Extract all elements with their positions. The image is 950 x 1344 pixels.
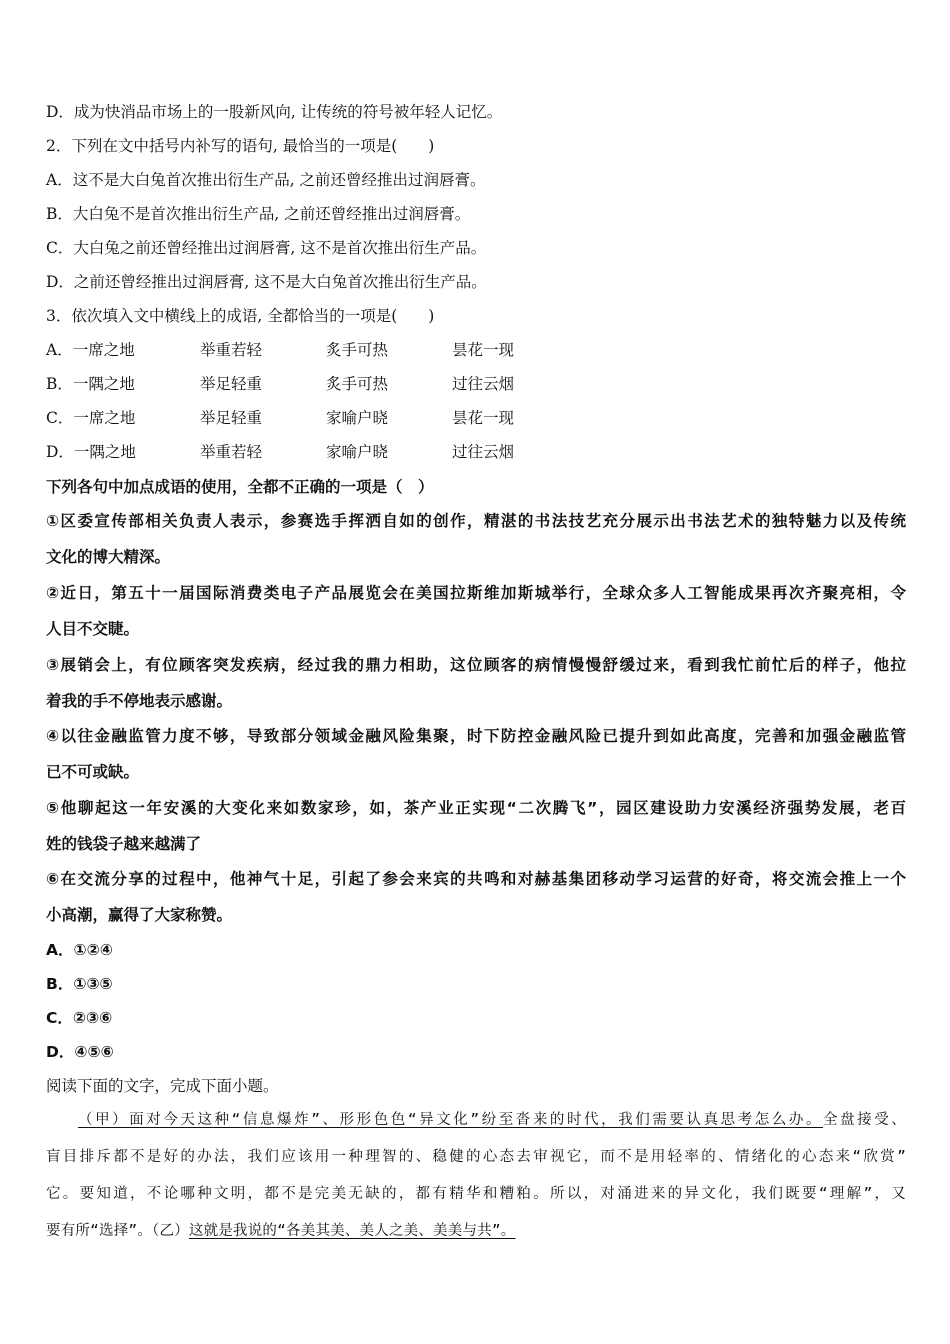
passage-line-4	[46, 1221, 515, 1241]
reading-intro: 阅读下面的文字，完成下面小题。	[46, 1077, 279, 1095]
q4-sentence-3-line-1: ③展销会上，有位顾客突发疾病，经过我的鼎力相助，这位顾客的病情慢慢舒缓过来，看到我忙前忙后的样子，他拉	[46, 656, 906, 674]
passage-line-1	[78, 1110, 906, 1130]
q3-option-row-c	[46, 408, 514, 428]
q3-b-col2: 举足轻重	[200, 375, 263, 393]
passage-yi-underlined: 这就是我说的“各美其美、美人之美、美美与共”。	[188, 1223, 516, 1239]
q3-a-col3: 炙手可热	[326, 341, 389, 359]
q3-option-row-a	[46, 340, 514, 360]
q4-sentence-2-line-1: ②近日，第五十一届国际消费类电子产品展览会在美国拉斯维加斯城举行，全球众多人工智能成果再次齐聚亮相，令	[46, 584, 906, 602]
q2-stem: 2．下列在文中括号内补写的语句, 最恰当的一项是( )	[46, 137, 435, 155]
q3-stem: 3．依次填入文中横线上的成语, 全都恰当的一项是( )	[46, 307, 435, 325]
q3-a-col2: 举重若轻	[200, 341, 263, 359]
q3-c-col2: 举足轻重	[200, 409, 263, 427]
q4-option-a: A．①②④	[46, 941, 113, 959]
q3-d-col2: 举重若轻	[200, 443, 263, 461]
q2-option-c: C．大白兔之前还曾经推出过润唇膏, 这不是首次推出衍生产品。	[46, 239, 487, 257]
q4-sentence-1-line-2: 文化的博大精深。	[46, 548, 171, 566]
passage-line-2: 盲目排斥都不是好的办法，我们应该用一种理智的、稳健的心态去审视它，而不是用轻率的、情绪化的心态来“欣赏”	[46, 1149, 906, 1165]
q4-sentence-6-line-1: ⑥在交流分享的过程中，他神气十足，引起了参会来宾的共鸣和对赫基集团移动学习运营的好奇，将交流会推上一个	[46, 870, 906, 888]
passage-line-1-rest: 全盘接受、	[823, 1112, 907, 1128]
q3-b-col3: 炙手可热	[326, 375, 389, 393]
q4-stem: 下列各句中加点成语的使用，全都不正确的一项是（ ）	[46, 478, 434, 496]
q2-option-d: D．之前还曾经推出过润唇膏, 这不是大白兔首次推出衍生产品。	[46, 273, 487, 291]
q4-sentence-3-line-2: 着我的手不停地表示感谢。	[46, 692, 233, 710]
q3-c-col1: C．一席之地	[46, 409, 136, 427]
q4-option-c: C．②③⑥	[46, 1009, 113, 1027]
q3-a-col1: A．一席之地	[46, 341, 135, 359]
q3-d-col4: 过往云烟	[452, 443, 515, 461]
q4-sentence-2-line-2: 人目不交睫。	[46, 620, 140, 638]
q4-sentence-4-line-1: ④以往金融监管力度不够，导致部分领域金融风险集聚，时下防控金融风险已提升到如此高度，完善和加强金融监管	[46, 727, 906, 745]
passage-line-4-lead: 要有所“选择”。（乙）	[46, 1223, 189, 1239]
q3-option-row-b	[46, 374, 514, 394]
q3-b-col1: B．一隅之地	[46, 375, 135, 393]
q4-sentence-5-line-2: 姓的钱袋子越来越满了	[46, 835, 202, 853]
q4-option-d: D．④⑤⑥	[46, 1043, 114, 1061]
q4-sentence-4-line-2: 已不可或缺。	[46, 763, 140, 781]
q3-d-col3: 家喻户晓	[326, 443, 389, 461]
q3-a-col4: 昙花一现	[452, 341, 515, 359]
q3-c-col3: 家喻户晓	[326, 409, 389, 427]
q3-d-col1: D．一隅之地	[46, 443, 136, 461]
q4-sentence-5-line-1: ⑤他聊起这一年安溪的大变化来如数家珍，如，茶产业正实现“二次腾飞”，园区建设助力安溪经济强势发展，老百	[46, 799, 906, 817]
passage-jia-underlined: （甲）面对今天这种“信息爆炸”、形形色色“异文化”纷至沓来的时代，我们需要认真思考怎么办。	[78, 1112, 824, 1128]
q4-option-b: B．①③⑤	[46, 975, 113, 993]
q3-b-col4: 过往云烟	[452, 375, 515, 393]
q3-c-col4: 昙花一现	[452, 409, 515, 427]
q2-option-a: A．这不是大白兔首次推出衍生产品, 之前还曾经推出过润唇膏。	[46, 171, 486, 189]
q3-option-row-d	[46, 442, 514, 462]
q1-option-d: D．成为快消品市场上的一股新风向, 让传统的符号被年轻人记忆。	[46, 103, 503, 121]
q2-option-b: B．大白兔不是首次推出衍生产品, 之前还曾经推出过润唇膏。	[46, 205, 471, 223]
passage-line-3: 它。要知道，不论哪种文明，都不是完美无缺的，都有精华和糟粕。所以，对涌进来的异文化，我们既要“理解”，又	[46, 1186, 906, 1202]
q4-sentence-1-line-1: ①区委宣传部相关负责人表示，参赛选手挥洒自如的创作，精湛的书法技艺充分展示出书法艺术的独特魅力以及传统	[46, 512, 906, 530]
q4-sentence-6-line-2: 小高潮，赢得了大家称赞。	[46, 906, 233, 924]
